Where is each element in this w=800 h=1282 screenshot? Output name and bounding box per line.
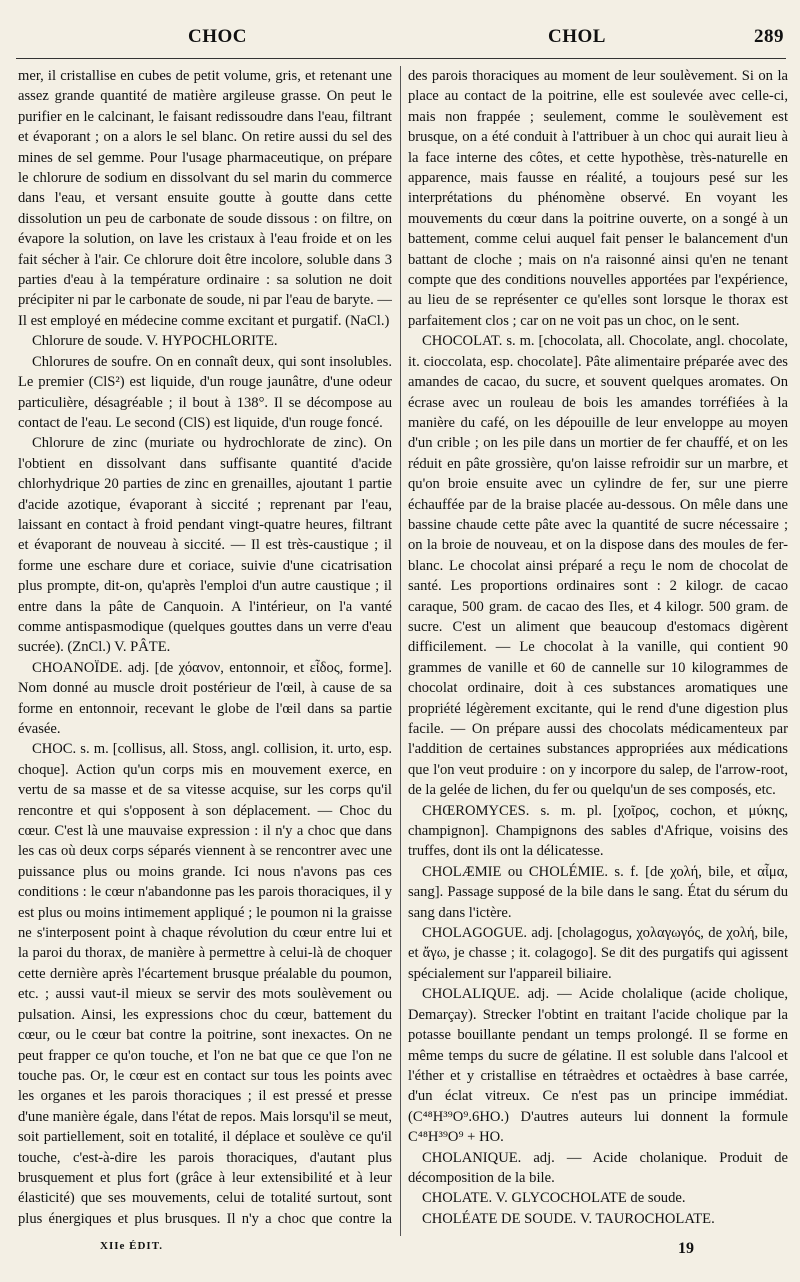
header-left-word: CHOC <box>188 26 247 47</box>
page-number: 289 <box>754 26 784 47</box>
entry-cholagogue: CHOLAGOGUE. adj. [cholagogus, χολαγωγός, de χολή, bile, et ἄγω, je chasse ; it. colagogo]. Se dit des purgatifs qui agissent spécialement sur l'appareil biliaire. <box>408 925 788 982</box>
entry-cholate: CHOLATE. V. GLYCOCHOLATE de soude. <box>422 1190 686 1207</box>
paragraph: Chlorures de soufre. On en connaît deux, qui sont insolubles. Le premier (ClS²) est liquide, d'un rouge jaunâtre, d'une odeur particulière, désagréable ; il bout à 138°. Il se décompose au contact de l'eau. Le second (ClS) est liquide, d'un rouge foncé. <box>18 353 392 431</box>
paragraph: des parois thoraciques au moment de leur soulèvement. Si on la place au contact de la poitrine, elle est soulevée avec celle-ci, mais non frappée ; seulement, comme le soulèvement est brusque, on a été conduit à l'attribuer à un choc qui aurait lieu à la face interne des côtes, et cette hypothèse, très-naturelle en apparence, mais fausse en réalité, a toujours pesé sur les interprétations du phénomène observé. En voyant les mouvements du cœur dans la poitrine ouverte, on a songé à un battement, comme celui auquel fait penser le balancement d'un battant de cloche ; mais on n'a raisonné ainsi qu'en ne tenant compte que des conditions nouvelles apportées par l'expérience, au lieu de se représenter ce qu'elles sont lorsque le thorax est parfaitement clos ; car on ne voit pas un choc, on le sent. <box>408 68 788 329</box>
entry-choeromyces: CHŒROMYCES. s. m. pl. [χοῖρος, cochon, et μύκης, champignon]. Champignons des sables d'Afrique, voisins des truffes, dont ils ont la délicatesse. <box>408 802 788 860</box>
entry-cholalique: CHOLALIQUE. adj. — Acide cholalique (acide cholique, Demarçay). Strecker l'obtint en traitant l'acide cholique par la potasse bouillante pendant un temps prolongé. Il se forme en même temps du sucre de gélatine. Il est soluble dans l'alcool et l'éther et y cristallise en tétraèdres et octaèdres à base carrée, d'un éclat vitreux. Ce n'est pas un principe immédiat. (C⁴⁸H³⁹O⁹.6HO.) D'autres auteurs lui donnent la formule C⁴⁸H³⁹O⁹ + HO. <box>408 986 788 1146</box>
header-right-word: CHOL <box>548 26 606 47</box>
entry-chocolat: CHOCOLAT. s. m. [chocolata, all. Chocolate, angl. chocolate, it. cioccolata, esp. chocolate]. Pâte alimentaire préparée avec des amandes de cacao, du sucre, et souvent quelques aromates. On écrase avec un rouleau de bois les amandes torréfiées à la manière du café, on les dépouille de leur enveloppe au moyen d'un crible ; on les pile dans un mortier de fer chauffé, et on les réduit en pâte grossière, qu'on laisse refroidir sur un marbre, et qu'on broie ensuite avec un cylindre de fer, sur une pierre échauffée par de la braise placée au-dessous. On mêle dans une bassine chaude cette pâte avec la quantité de sucre nécessaire ; on la broie de nouveau, et on la dispose dans des moules de fer-blanc. Le chocolat ainsi préparé a reçu le nom de chocolat de santé. Les proportions ordinaires sont : 2 kilogr. de cacao caraque, 500 gram. de cacao des Iles, et 4 kilogr. 500 gram. de sucre. C'est un aliment que beaucoup d'estomacs digèrent difficilement. — Le chocolat à la vanille, qui contient 90 grammes de vanille et 60 de cannelle sur 10 kilogrammes de chocolat ordinaire, doit à ces substances aromatiques une propriété légèrement excitante, qui le rend d'une digestion plus facile. — On prépare aussi des chocolats médicamenteux par l'addition de certaines substances appropriées aux médications que l'on veut produire : on y incorpore du salep, de l'arrow-root, de la gelée de lichen, du fer ou quelqu'un de ses composés, etc. <box>408 333 788 799</box>
right-column <box>408 66 788 1226</box>
entry-choanoide: CHOANOÏDE. adj. [de χόανον, entonnoir, et εἶδος, forme]. Nom donné au muscle droit postérieur de l'œil, à cause de sa forme en entonnoir, recevant le globe de l'œil dans sa partie évasée. <box>18 659 392 737</box>
paragraph: Chlorure de soude. V. HYPOCHLORITE. <box>32 333 278 350</box>
footer-signature: 19 <box>678 1240 694 1257</box>
column-divider <box>400 66 401 1236</box>
entry-choleate: CHOLÉATE DE SOUDE. V. TAUROCHOLATE. <box>422 1210 715 1226</box>
left-column <box>18 66 392 1226</box>
header-rule <box>16 58 786 59</box>
paragraph: mer, il cristallise en cubes de petit volume, gris, et retenant une assez grande quantité de matière argileuse grasse. On peut le purifier en le calcinant, le faisant redissoudre dans l'eau, filtrant et évaporant ; on a alors le sel blanc. On retire aussi du sel des mines de sel gemme. Pour l'usage pharmaceutique, on prépare le chlorure de sodium en dissolvant du sel marin du commerce dans l'eau, et versant ensuite goutte à goutte dans cette dissolution un peu de carbonate de soude dissous : on filtre, on évapore la solution, on lave les cristaux à l'eau froide et on les fait sécher à l'air. Ce chlorure doit être incolore, soluble dans 3 parties d'eau à la température ordinaire : sa solution ne doit précipiter ni par le carbonate de soude, ni par l'eau de baryte. — Il est employé en médecine comme excitant et purgatif. (NaCl.) <box>18 68 392 329</box>
paragraph: Chlorure de zinc (muriate ou hydrochlorate de zinc). On l'obtient en dissolvant dans suffisante quantité d'acide chlorhydrique 20 parties de zinc en grenailles, ajoutant 1 partie d'acide azotique, évaporant à siccité ; reprenant par l'eau, laissant en contact à froid pendant vingt-quatre heures, filtrant et évaporant de nouveau à siccité. — Il est très-caustique ; il forme une eschare dure et coriace, suivie d'une cicatrisation plus prompte, dit-on, qu'après l'emploi d'un autre caustique ; il entre dans la pâte de Canquoin. A l'intérieur, on l'a vanté comme antispasmodique (quelques gouttes dans un verre d'eau sucrée). (ZnCl.) V. PÂTE. <box>18 435 392 656</box>
entry-choc: CHOC. s. m. [collisus, all. Stoss, angl. collision, it. urto, esp. choque]. Action qu'un corps mis en mouvement exerce, en vertu de sa masse et de sa vitesse acquise, sur les corps qu'il rencontre et qui s'opposent à son déplacement. — Choc du cœur. C'est là une mauvaise expression : il n'y a choc que dans les cas où deux corps séparés viennent à se rencontrer avec une puissance plus ou moins grande. Ici nous n'avons pas ces conditions : le cœur n'abandonne pas les parois thoraciques, il y est plus ou moins intimement appliqué ; le poumon ni la graisse ne s'interposent point à chaque révolution du cœur entre lui et la paroi du thorax, de manière à permettre à celui-là de choquer cette dernière après l'écartement brusque préalable du poumon, etc. ; aussi vaut-il mieux se servir des mots soulèvement ou pulsation. Ainsi, les expressions choc du cœur, battement du cœur, ou le cœur bat contre la poitrine, sont inexactes. On ne peut frapper ce qu'on touche, et l'on ne bat que ce que l'on ne touche pas. Or, le cœur est en contact sur tous les points avec les organes et les parois thoraciques ; il est pressé et presse d'une manière égale, dans l'état de repos. Mais lorsqu'il se meut, soit partiellement, soit en totalité, il déplace et soulève ce qu'il touche, c'est-à-dire les parois thoraciques, d'autant plus brusquement et plus fort (grâce à leur extensibilité et à leur élasticité) que ses mouvements, celui de totalité surtout, sont plus énergiques et plus brusques. Il n'y a choc que contre la <box>18 741 392 1226</box>
footer-edition: XIIe ÉDIT. <box>100 1240 163 1252</box>
entry-cholaemie: CHOLÆMIE ou CHOLÉMIE. s. f. [de χολή, bile, et αἷμα, sang]. Passage supposé de la bile dans le sang. État du sérum du sang dans l'ictère. <box>408 863 788 921</box>
entry-cholanique: CHOLANIQUE. adj. — Acide cholanique. Produit de décomposition de la bile. <box>408 1149 788 1186</box>
